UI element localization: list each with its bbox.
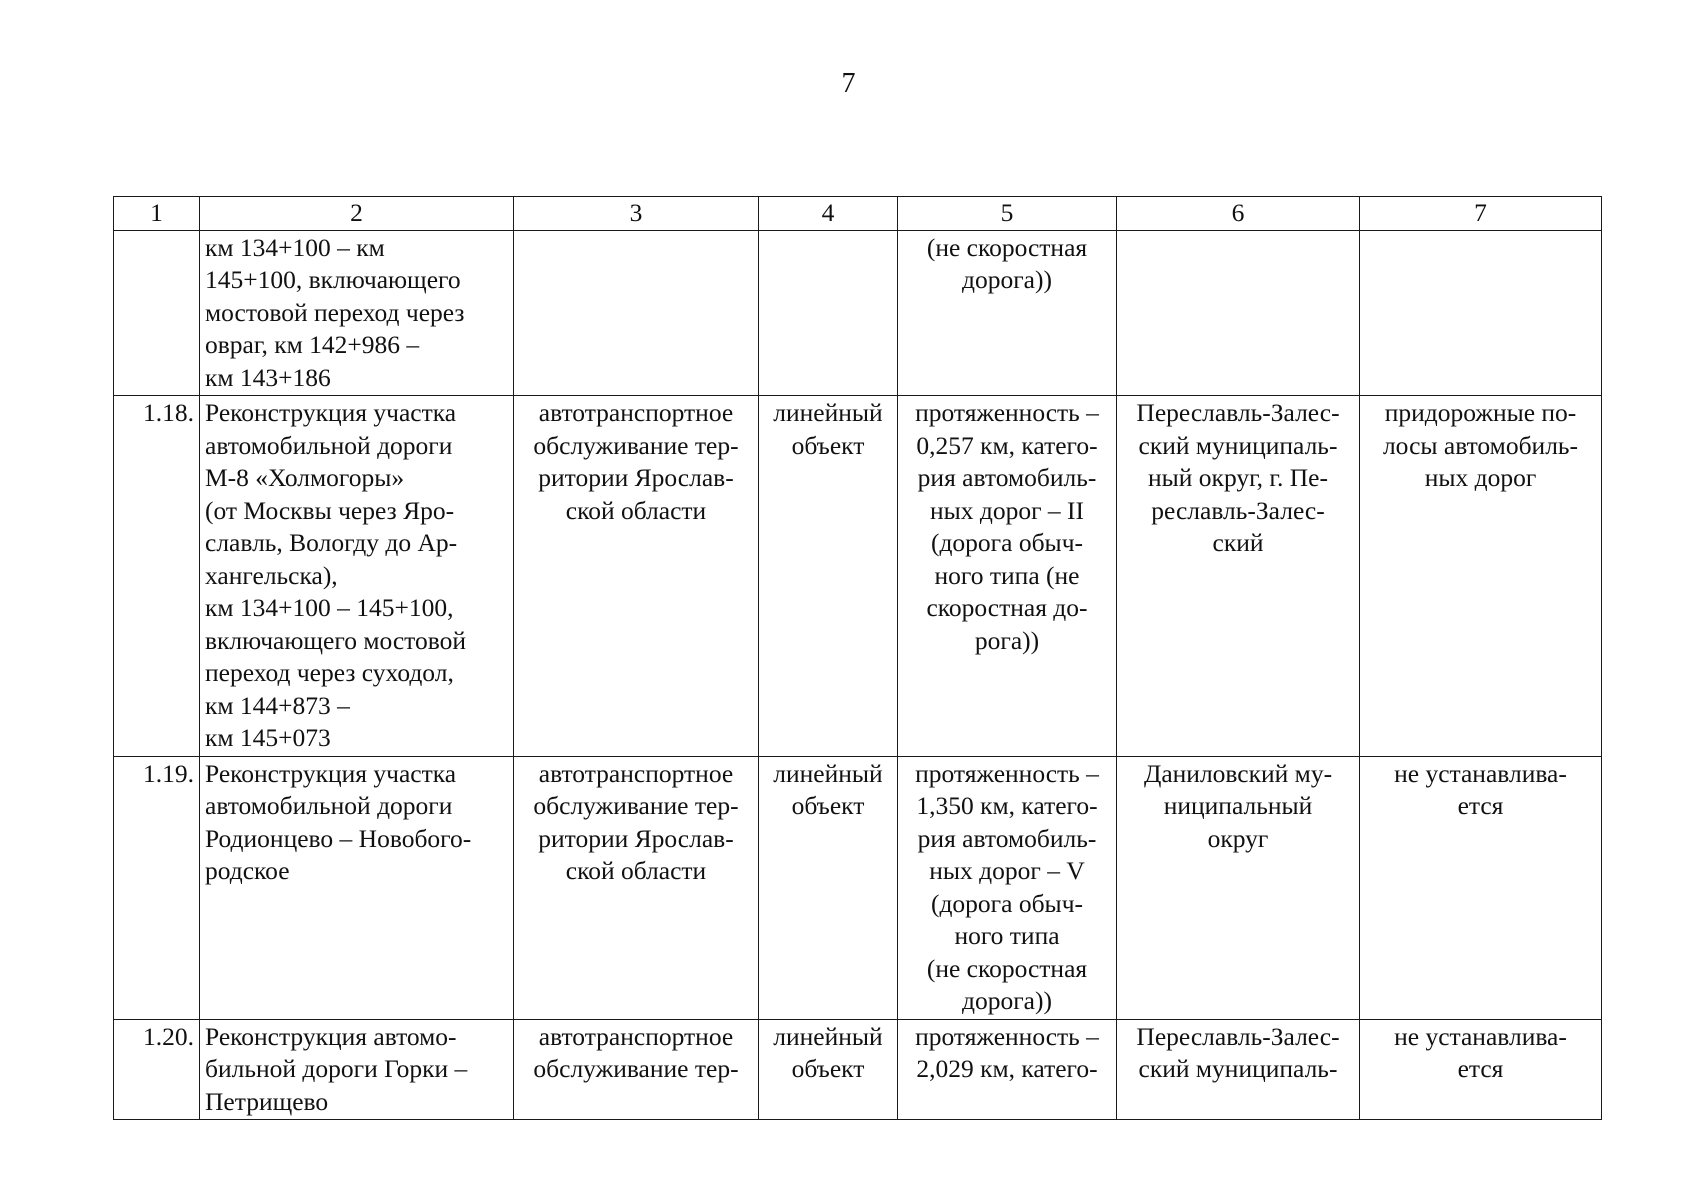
cell-text-line: объект <box>791 791 865 820</box>
cell-text-line: ритории Ярослав- <box>538 823 734 853</box>
cell-text-line: Даниловский му- <box>1143 758 1333 788</box>
location-cell <box>1117 230 1360 396</box>
table-row <box>114 1019 1602 1120</box>
cell-text-line: автотранспортное <box>538 398 734 427</box>
cell-text-line: дорога)) <box>962 986 1052 1015</box>
cell-text-line: обслуживание тер- <box>533 791 739 820</box>
cell-text-line: ский <box>1212 528 1264 557</box>
cell-text-line: дорога)) <box>962 265 1052 294</box>
cell-text-line: (не скоростная <box>926 232 1088 262</box>
cell-text-line: рога)) <box>974 625 1040 655</box>
cell-text-line: ский муниципаль- <box>1138 1054 1338 1083</box>
cell-text-line: ниципальный <box>1163 791 1313 820</box>
column-header: 3 <box>514 197 759 231</box>
cell-text-line: км 134+100 – км <box>205 232 385 262</box>
cell-text-line: реславль-Залес- <box>1151 495 1325 525</box>
cell-text-line: Переславль-Залес- <box>1136 398 1340 427</box>
cell-text-line: ного типа <box>954 921 1060 950</box>
column-header: 1 <box>114 197 200 231</box>
table-row <box>114 756 1602 1019</box>
cell-text-line: округ <box>1207 823 1269 853</box>
cell-text-line: (дорога обыч- <box>930 528 1084 557</box>
table-header-row <box>114 197 1602 231</box>
cell-text-line: Родионцево – Новобого- <box>205 823 472 853</box>
cell-text-line: не устанавлива- <box>1394 758 1567 788</box>
object-name-cell <box>200 230 514 396</box>
cell-text-line: (не скоростная <box>926 953 1088 983</box>
cell-text-line: Реконструкция участка <box>205 398 457 427</box>
cell-text-line: 2,029 км, катего- <box>916 1054 1098 1083</box>
cell-text-line: овраг, км 142+986 – <box>205 330 420 359</box>
cell-text-line: ской области <box>565 856 707 885</box>
cell-text-line: ской области <box>565 495 707 525</box>
cell-text-line: автомобильной дороги <box>205 791 453 820</box>
cell-text-line: 1,350 км, катего- <box>916 791 1098 820</box>
cell-text-line: славль, Вологду до Ар- <box>205 528 458 557</box>
cell-text-line: км 144+873 – <box>205 690 350 720</box>
zones-cell <box>1360 230 1602 396</box>
cell-text-line: родское <box>205 856 290 885</box>
cell-text-line: Реконструкция участка <box>205 758 457 788</box>
zones-cell <box>1360 396 1602 757</box>
cell-text-line: линейный <box>773 398 883 427</box>
object-type-cell <box>759 396 898 757</box>
cell-text-line: ритории Ярослав- <box>538 463 734 492</box>
cell-text-line: переход через суходол, <box>205 658 454 687</box>
document-table <box>113 196 1602 1120</box>
column-header: 5 <box>898 197 1117 231</box>
object-type-cell <box>759 1019 898 1120</box>
purpose-cell <box>514 230 759 396</box>
row-number-cell: 1.20. <box>114 1019 200 1120</box>
characteristics-cell <box>898 396 1117 757</box>
cell-text-line: Переславль-Залес- <box>1136 1021 1340 1051</box>
column-header: 6 <box>1117 197 1360 231</box>
table-row <box>114 230 1602 396</box>
purpose-cell <box>514 756 759 1019</box>
characteristics-cell <box>898 230 1117 396</box>
cell-text-line: Петрищево <box>205 1086 329 1116</box>
cell-text-line: (от Москвы через Яро- <box>205 495 455 525</box>
cell-text-line: ных дорог – V <box>929 856 1085 885</box>
cell-text-line: включающего мостовой <box>205 625 466 655</box>
cell-text-line: хангельска), <box>205 560 338 590</box>
cell-text-line: лосы автомобиль- <box>1382 430 1579 460</box>
cell-text-line: протяженность – <box>915 1021 1099 1051</box>
row-number-cell: 1.18. <box>114 396 200 757</box>
cell-text-line: линейный <box>773 1021 883 1051</box>
object-type-cell <box>759 756 898 1019</box>
cell-text-line: ного типа (не <box>934 560 1080 590</box>
cell-text-line: автотранспортное <box>538 1021 734 1051</box>
characteristics-cell <box>898 756 1117 1019</box>
object-name-cell <box>200 756 514 1019</box>
cell-text-line: М-8 «Холмогоры» <box>205 463 405 492</box>
location-cell <box>1117 756 1360 1019</box>
cell-text-line: объект <box>791 1054 865 1083</box>
cell-text-line: ется <box>1457 791 1504 820</box>
cell-text-line: протяженность – <box>915 398 1099 427</box>
cell-text-line: не устанавлива- <box>1394 1021 1567 1051</box>
cell-text-line: ных дорог – II <box>929 495 1085 525</box>
cell-text-line: протяженность – <box>915 758 1099 788</box>
characteristics-cell <box>898 1019 1117 1120</box>
location-cell <box>1117 396 1360 757</box>
cell-text-line: км 134+100 – 145+100, <box>205 593 454 622</box>
cell-text-line: бильной дороги Горки – <box>205 1054 468 1083</box>
cell-text-line: рия автомобиль- <box>917 823 1097 853</box>
page-number: 7 <box>841 68 856 99</box>
location-cell <box>1117 1019 1360 1120</box>
cell-text-line: обслуживание тер- <box>533 1054 739 1083</box>
column-header: 7 <box>1360 197 1602 231</box>
cell-text-line: (дорога обыч- <box>930 888 1084 918</box>
cell-text-line: обслуживание тер- <box>533 430 739 460</box>
cell-text-line: объект <box>791 430 865 460</box>
cell-text-line: рия автомобиль- <box>917 463 1097 492</box>
object-name-cell <box>200 1019 514 1120</box>
table-row <box>114 396 1602 757</box>
cell-text-line: ный округ, г. Пе- <box>1148 463 1328 492</box>
cell-text-line: автотранспортное <box>538 758 734 788</box>
cell-text-line: Реконструкция автомо- <box>205 1021 457 1051</box>
object-name-cell <box>200 396 514 757</box>
cell-text-line: придорожные по- <box>1384 398 1577 427</box>
purpose-cell <box>514 1019 759 1120</box>
cell-text-line: автомобильной дороги <box>205 430 453 460</box>
cell-text-line: 0,257 км, катего- <box>916 430 1098 460</box>
object-type-cell <box>759 230 898 396</box>
cell-text-line: ский муниципаль- <box>1138 430 1338 460</box>
cell-text-line: линейный <box>773 758 883 788</box>
cell-text-line: ных дорог <box>1424 463 1537 492</box>
row-number-cell <box>114 230 200 396</box>
zones-cell <box>1360 1019 1602 1120</box>
column-header: 4 <box>759 197 898 231</box>
column-header: 2 <box>200 197 514 231</box>
cell-text-line: км 143+186 <box>205 362 331 392</box>
cell-text-line: скоростная до- <box>926 593 1088 622</box>
purpose-cell <box>514 396 759 757</box>
zones-cell <box>1360 756 1602 1019</box>
row-number-cell: 1.19. <box>114 756 200 1019</box>
cell-text-line: 145+100, включающего <box>205 265 461 294</box>
cell-text-line: км 145+073 <box>205 723 331 752</box>
cell-text-line: ется <box>1457 1054 1504 1083</box>
cell-text-line: мостовой переход через <box>205 297 465 327</box>
